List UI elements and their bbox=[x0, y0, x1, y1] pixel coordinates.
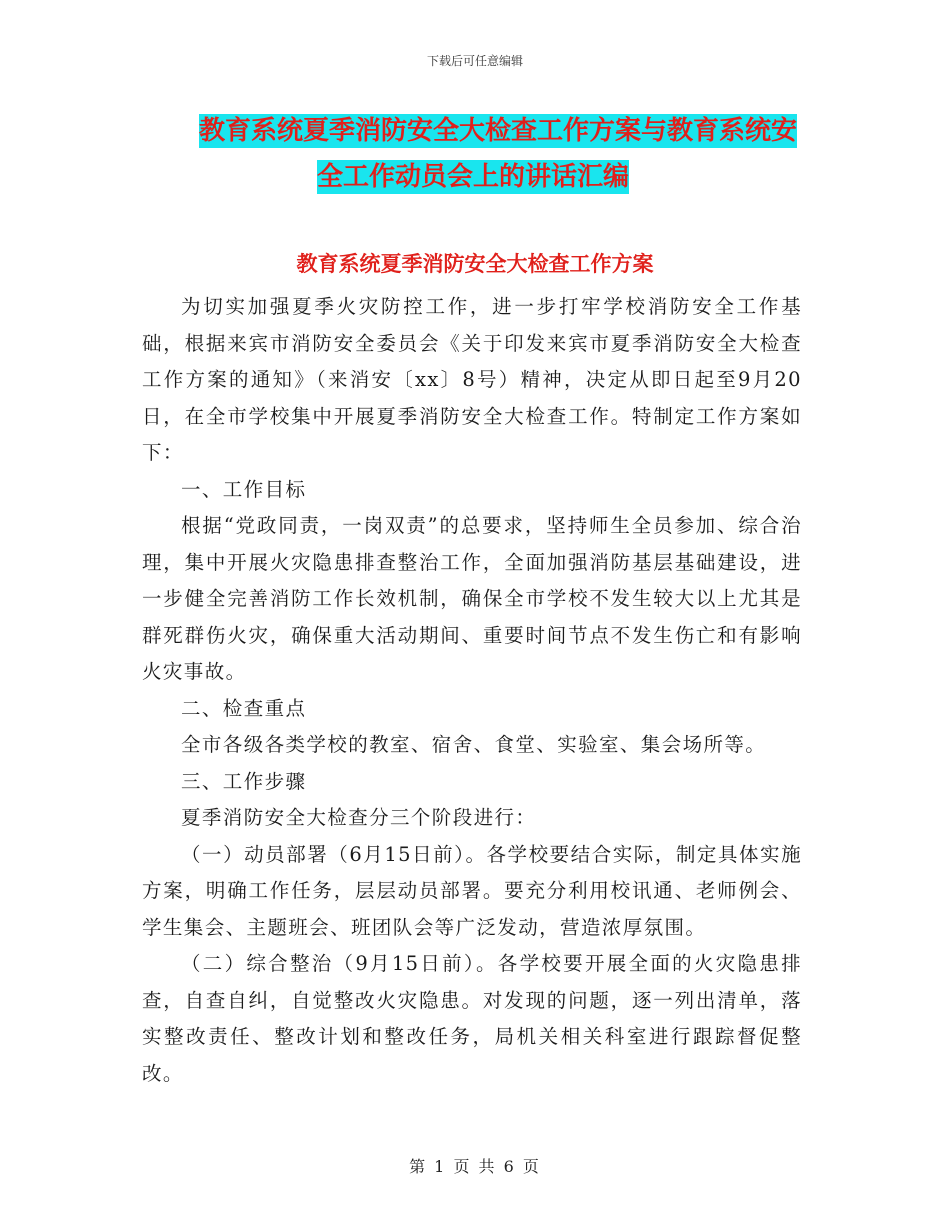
page-header-note: 下载后可任意编辑 bbox=[426, 54, 523, 68]
heading-work-steps: 三、工作步骤 bbox=[181, 769, 307, 793]
document-body bbox=[142, 289, 802, 1092]
paragraph-step-mobilization: （一）动员部署（6月15日前）。各学校要结合实际，制定具体实施方案，明确工作任务，层层动员部署。要充分利用校讯通、老师例会、学生集会、主题班会、班团队会等广泛发动，营造浓厚氛围。 bbox=[142, 842, 802, 939]
document-title-line-2: 全工作动员会上的讲话汇编 bbox=[316, 162, 629, 192]
document-title-line-1: 教育系统夏季消防安全大检查工作方案与教育系统安 bbox=[198, 116, 797, 146]
page-number-footer: 第 1 页 共 6 页 bbox=[409, 1157, 541, 1176]
paragraph-work-goals: 根据“党政同责，一岗双责”的总要求，坚持师生全员参加、综合治理，集中开展火灾隐患排查整治工作，全面加强消防基层基础建设，进一步健全完善消防工作长效机制，确保全市学校不发生较大以上尤其是群死群伤火灾，确保重大活动期间、重要时间节点不发生伤亡和有影响火灾事故。 bbox=[142, 514, 802, 683]
paragraph-work-steps: 夏季消防安全大检查分三个阶段进行： bbox=[181, 806, 537, 829]
document-title bbox=[0, 108, 950, 200]
paragraph-intro: 为切实加强夏季火灾防控工作，进一步打牢学校消防安全工作基础，根据来宾市消防安全委员会《关于印发来宾市夏季消防安全大检查工作方案的通知》（来消安〔xx〕8号）精神，决定从即日起至9月20日，在全市学校集中开展夏季消防安全大检查工作。特制定工作方案如下： bbox=[142, 295, 802, 464]
paragraph-inspection-focus: 全市各级各类学校的教室、宿舍、食堂、实验室、集会场所等。 bbox=[181, 733, 767, 756]
section-title: 教育系统夏季消防安全大检查工作方案 bbox=[296, 251, 654, 276]
paragraph-step-rectification: （二）综合整治（9月15日前）。各学校要开展全面的火灾隐患排查，自查自纠，自觉整改火灾隐患。对发现的问题，逐一列出清单，落实整改责任、整改计划和整改任务，局机关相关科室进行跟踪督促整改。 bbox=[142, 952, 802, 1085]
heading-work-goals: 一、工作目标 bbox=[181, 477, 307, 501]
heading-inspection-focus: 二、检查重点 bbox=[181, 696, 307, 720]
